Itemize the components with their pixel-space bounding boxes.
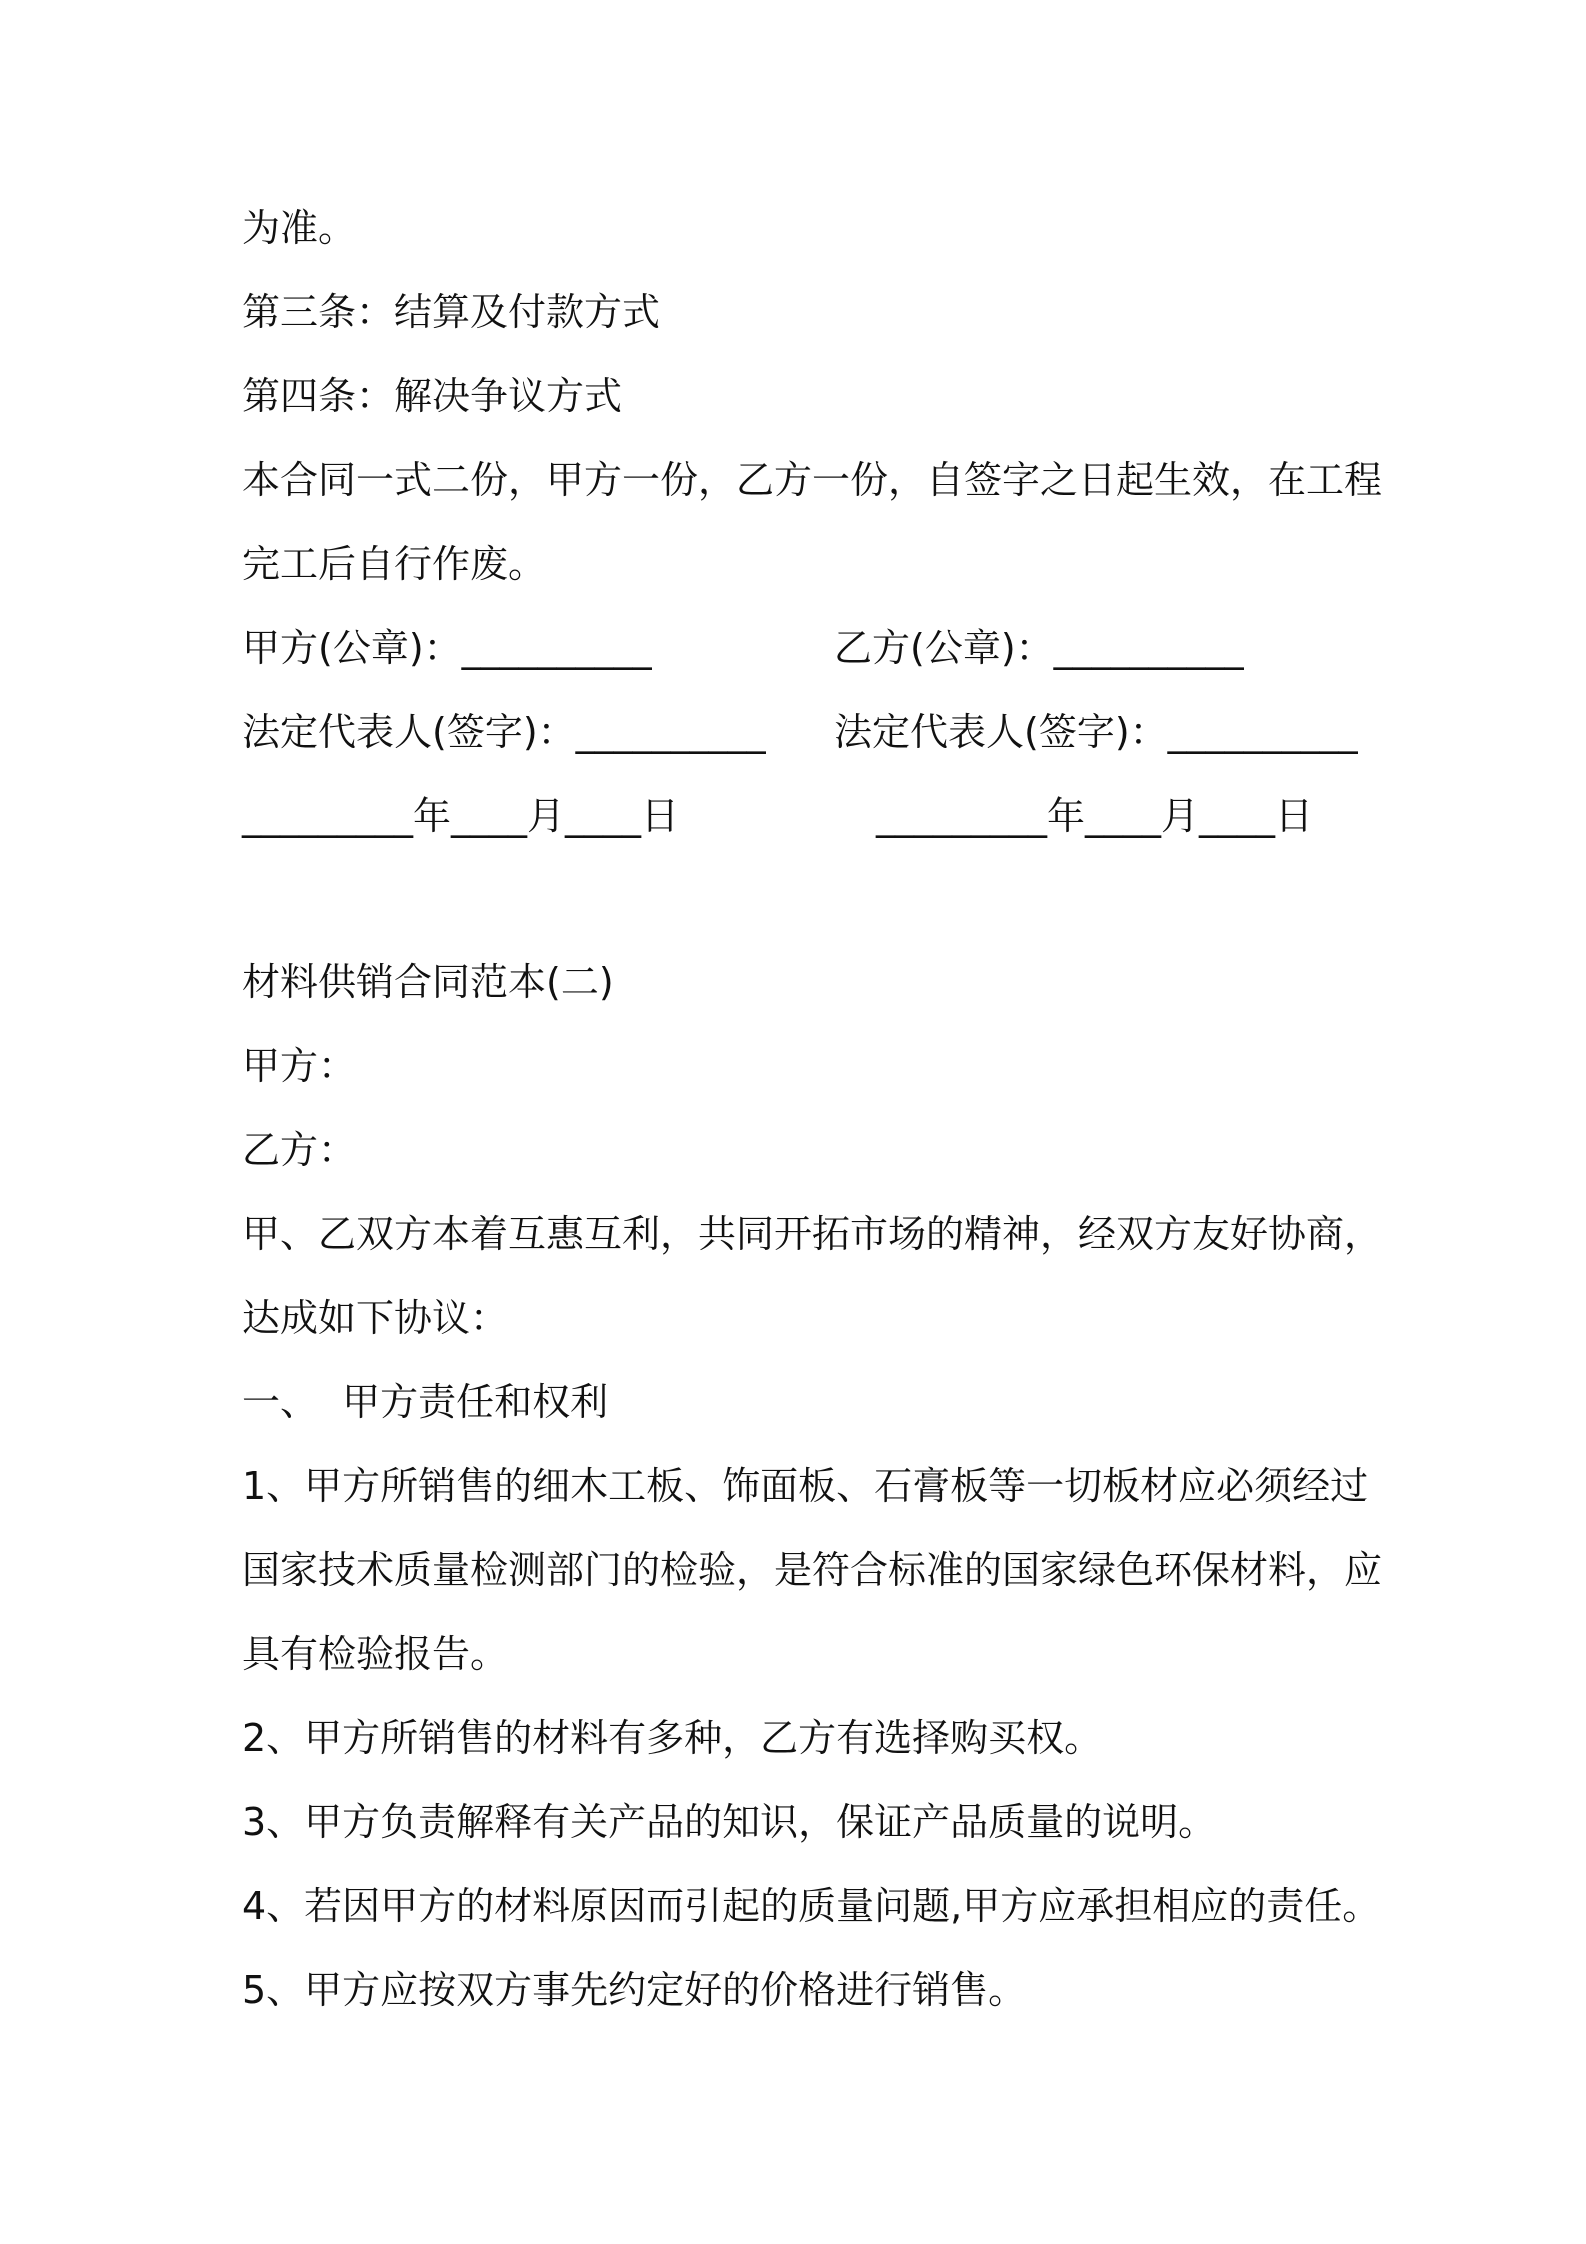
text-line: 甲、乙双方本着互惠互利，共同开拓市场的精神，经双方友好协商， — [242, 1212, 1383, 1256]
party-b-date-field: _________年____月____日 — [876, 794, 1314, 838]
text-line: 完工后自行作废。 — [242, 542, 547, 586]
party-a-representative-field: 法定代表人(签字)：__________ — [242, 710, 766, 754]
list-item: 4、若因甲方的材料原因而引起的质量问题,甲方应承担相应的责任。 — [242, 1884, 1381, 1928]
party-a-label: 甲方： — [242, 1044, 357, 1088]
list-item: 2、甲方所销售的材料有多种，乙方有选择购买权。 — [242, 1716, 1103, 1760]
section-heading: 一、 甲方责任和权利 — [242, 1380, 609, 1424]
party-b-seal-field: 乙方(公章)：__________ — [834, 626, 1244, 670]
article-three-heading: 第三条：结算及付款方式 — [242, 290, 661, 334]
article-four-heading: 第四条：解决争议方式 — [242, 374, 623, 418]
list-item: 3、甲方负责解释有关产品的知识，保证产品质量的说明。 — [242, 1800, 1217, 1844]
party-a-seal-field: 甲方(公章)：__________ — [242, 626, 652, 670]
text-line: 国家技术质量检测部门的检验，是符合标准的国家绿色环保材料，应 — [242, 1548, 1383, 1592]
list-item: 5、甲方应按双方事先约定好的价格进行销售。 — [242, 1968, 1027, 2012]
party-b-representative-field: 法定代表人(签字)：__________ — [834, 710, 1358, 754]
list-item: 1、甲方所销售的细木工板、饰面板、石膏板等一切板材应必须经过 — [242, 1464, 1369, 1508]
text-line: 具有检验报告。 — [242, 1632, 509, 1676]
party-a-date-field: _________年____月____日 — [242, 794, 680, 838]
text-line: 为准。 — [242, 206, 357, 250]
text-line: 本合同一式二份，甲方一份，乙方一份，自签字之日起生效，在工程 — [242, 458, 1383, 502]
text-line: 达成如下协议： — [242, 1296, 509, 1340]
contract-title: 材料供销合同范本(二) — [242, 960, 614, 1004]
party-b-label: 乙方： — [242, 1128, 357, 1172]
